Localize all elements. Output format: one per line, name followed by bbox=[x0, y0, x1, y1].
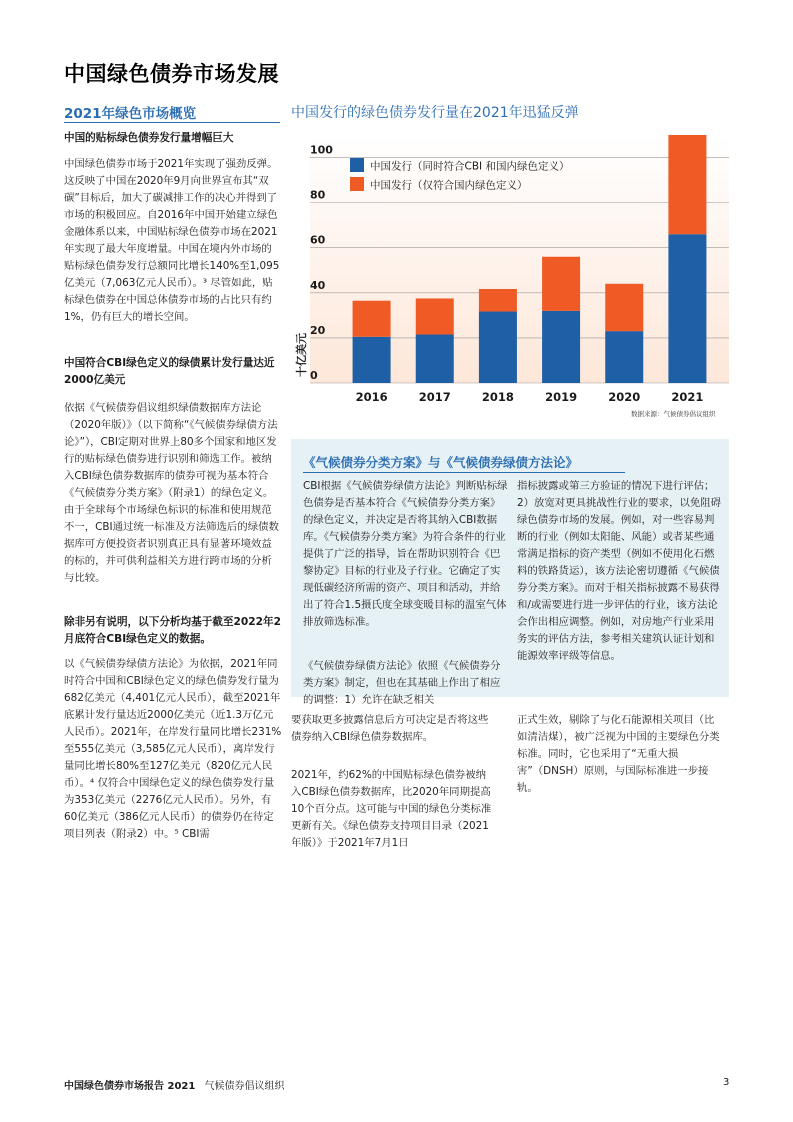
bar-2017-cbi-aligned bbox=[416, 335, 454, 383]
x-tick-label: 2018 bbox=[481, 390, 514, 404]
paragraph-market-rebound: 中国绿色债券市场于2021年实现了强劲反弹。这反映了中国在2020年9月向世界宣布其“双碳”目标后，加大了碳减排工作的决心并得到了市场的积极回应。自2016年中国开始建立绿色金融体系以来，中国贴标绿色债券市场在2021年实现了最大年度增量。中国在境内外市场的贴标绿色债券发行总额同比增长140%至1,095亿美元（7,063亿元人民币）。³ 尽管如此，贴标绿色债券在中国总体债券市场的占比只有约1%，仍有巨大的增长空间。 bbox=[64, 158, 280, 323]
legend-label: 中国发行（仅符合国内绿色定义） bbox=[370, 179, 528, 192]
x-tick-label: 2020 bbox=[608, 390, 641, 404]
footer-organization: 气候债券倡议组织 bbox=[204, 1081, 285, 1092]
bar-2019-cbi-aligned bbox=[542, 311, 580, 383]
y-tick-label: 40 bbox=[310, 278, 326, 292]
box-paragraph-assessment: 指标披露或第三方验证的情况下进行评估；2）放宽对更具挑战性行业的要求，以免阻碍绿色债券市场的发展。例如，对一些容易判断的行业（例如太阳能、风能）或者某些通常满足指标的资产类型（例如不使用化石燃料的铁路货运），该方法论密切遵循《气候债券分类方案》。而对于相关指标披露不易获得和/或需要进行进一步评估的行业，该方法论会作出相应调整。例如，对房地产行业采用务实的评估方法，参考相关建筑认证计划和能源效率评级等信息。 bbox=[517, 480, 722, 662]
chart-title: 中国发行的绿色债券发行量在2021年迅猛反弹 bbox=[291, 105, 579, 121]
y-tick-label: 20 bbox=[310, 323, 326, 337]
y-axis-label: 十亿美元 bbox=[295, 333, 308, 377]
bar-2020-domestic-only bbox=[605, 284, 643, 331]
page-number: 3 bbox=[723, 1077, 730, 1088]
x-tick-label: 2019 bbox=[545, 390, 578, 404]
subheading-cumulative-issuance: 中国符合CBI绿色定义的绿债累计发行量达近2000亿美元 bbox=[64, 357, 275, 386]
chart-source: 数据来源：气候债券倡议组织 bbox=[631, 410, 716, 418]
bar-2018-domestic-only bbox=[479, 289, 517, 312]
y-tick-label: 60 bbox=[310, 233, 326, 247]
bar-2019-domestic-only bbox=[542, 257, 580, 311]
x-tick-label: 2017 bbox=[418, 390, 451, 404]
paragraph-62-percent: 2021年，约62%的中国贴标绿色债券被纳入CBI绿色债券数据库，比2020年同期提高10个百分点。这可能与中国的绿色分类标准更新有关。《绿色债券支持项目目录（2021年版）》于2021年7月1日 bbox=[291, 769, 492, 849]
page-title: 中国绿色债券市场发展 bbox=[64, 62, 279, 86]
green-bond-issuance-chart bbox=[282, 125, 732, 410]
y-tick-label: 0 bbox=[310, 369, 318, 382]
y-tick-label: 100 bbox=[310, 143, 333, 157]
subheading-data-note: 除非另有说明，以下分析均基于截至2022年2月底符合CBI绿色定义的数据。 bbox=[64, 616, 281, 645]
bar-2021-cbi-aligned bbox=[668, 234, 706, 383]
legend-swatch bbox=[350, 177, 364, 191]
box-paragraph-adjustments: 《气候债券绿债方法论》依照《气候债券分类方案》制定，但也在其基础上作出了相应的调整：1）允许在缺乏相关 bbox=[303, 660, 501, 706]
bar-2018-cbi-aligned bbox=[479, 312, 517, 383]
x-tick-label: 2016 bbox=[355, 390, 388, 404]
footer bbox=[64, 1077, 285, 1092]
box-title: 《气候债券分类方案》与《气候债券绿债方法论》 bbox=[303, 455, 579, 470]
x-tick-label: 2021 bbox=[671, 390, 704, 404]
legend-swatch bbox=[350, 158, 364, 172]
paragraph-cbi-methodology: 依据《气候债券倡议组织绿债数据库方法论（2020年版）》（以下简称“《气候债券绿债方法论》”），CBI定期对世界上80多个国家和地区发行的贴标绿色债券进行识别和筛选工作。被纳入CBI绿色债券数据库的债券可视为基本符合《气候债券分类方案》（附录1）的绿色定义。由于全球每个市场绿色标识的标准和使用规范不一，CBI通过统一标准及方法筛选后的绿债数据库可方便投资者识别真正具有显著环境效益的标的，并可供利益相关方进行跨市场的分析与比较。 bbox=[64, 402, 279, 584]
y-tick-label: 80 bbox=[310, 188, 326, 202]
section-title: 2021年绿色市场概览 bbox=[64, 106, 197, 122]
bar-2020-cbi-aligned bbox=[605, 331, 643, 383]
footer-report-title: 中国绿色债券市场报告 2021 bbox=[64, 1081, 196, 1092]
bar-2017-domestic-only bbox=[416, 298, 454, 334]
paragraph-more-disclosure: 要获取更多披露信息后方可决定是否将这些债券纳入CBI绿色债券数据库。 bbox=[291, 714, 489, 743]
paragraph-catalogue-effective: 正式生效，剔除了与化石能源相关项目（比如清洁煤），被广泛视为中国的主要绿色分类标准。同时，它也采用了“无重大损害”（DNSH）原则，与国际标准进一步接轨。 bbox=[517, 714, 720, 794]
bar-2016-domestic-only bbox=[353, 301, 391, 337]
box-title-divider bbox=[303, 472, 625, 473]
section-divider bbox=[64, 122, 280, 123]
bar-2016-cbi-aligned bbox=[353, 337, 391, 383]
subheading-issuance-growth: 中国的贴标绿色债券发行量增幅巨大 bbox=[64, 132, 234, 144]
box-paragraph-taxonomy: CBI根据《气候债券绿债方法论》判断贴标绿色债券是否基本符合《气候债券分类方案》的绿色定义，并决定是否将其纳入CBI数据库。《气候债券分类方案》为符合条件的行业提供了广泛的指导，旨在帮助识别符合《巴黎协定》目标的行业及子行业。它确定了实现低碳经济所需的资产、项目和活动，并给出了符合1.5摄氏度全球变暖目标的温室气体排放筛选标准。 bbox=[303, 480, 508, 628]
bar-2021-domestic-only bbox=[668, 135, 706, 234]
legend-label: 中国发行（同时符合CBI 和国内绿色定义） bbox=[370, 160, 570, 173]
paragraph-2021-issuance: 以《气候债券绿债方法论》为依据，2021年同时符合中国和CBI绿色定义的绿色债券发行量为682亿美元（4,401亿元人民币），截至2021年底累计发行量达近2000亿美元（近1.3万亿元人民币）。2021年，在岸发行量同比增长231%至555亿美元（3,585亿元人民币），离岸发行量同比增长80%至127亿美元（820亿元人民币）。⁴ 仅符合中国绿色定义的绿色债券发行量为353亿美元（2276亿元人民币）。另外，有60亿美元（386亿元人民币）的债券仍在待定项目列表（附录2）中。⁵ CBI需 bbox=[64, 658, 282, 840]
